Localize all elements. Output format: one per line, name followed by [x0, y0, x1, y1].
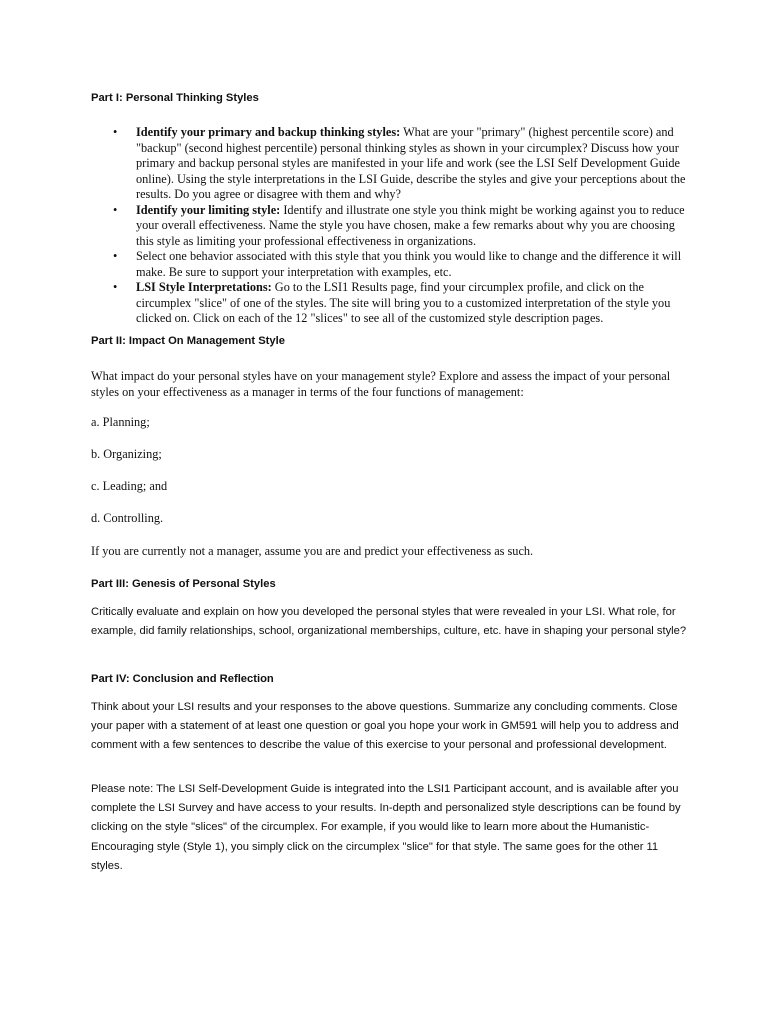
bullet-text: What are your "primary" (highest percentile score) and "backup" (second highest percentile) personal thinking styles as shown in your circumplex? Discuss how your primary and backup personal styles are manifested in your life and work (see the LSI Self Development Guide online). Using the style interpretations in the LSI Guide, describe the styles and give your perceptions about the results. Do you agree or disagree with them and why? — [136, 125, 686, 201]
part4-heading: Part IV: Conclusion and Reflection — [91, 673, 274, 685]
list-item — [91, 249, 691, 280]
part3-text: Critically evaluate and explain on how you developed the personal styles that were revealed in your LSI. What role, for example, did family relationships, school, organizational memberships, culture, etc. have in shaping your personal style? — [91, 606, 687, 638]
part4-text: Think about your LSI results and your responses to the above questions. Summarize any concluding comments. Close your paper with a statement of at least one question or goal you hope your work in GM591 will help you to address and comment with a few sentences to describe the value of this exercise to your personal and professional development. — [91, 701, 679, 752]
bullet-text: Identify and illustrate one style you think might be working against you to reduce your overall effectiveness. Name the style you have chosen, make a few remarks about why you are choosing this style as limiting your professional effectiveness in organizations. — [136, 202, 685, 248]
bullet-icon: • — [113, 280, 118, 294]
part1-bullet-list — [91, 125, 691, 327]
bullet-label: LSI Style Interpretations: — [136, 280, 272, 294]
part2-heading: Part II: Impact On Management Style — [91, 335, 285, 347]
bullet-icon: • — [113, 125, 118, 139]
part2-closing: If you are currently not a manager, assume you are and predict your effectiveness as such. — [91, 544, 534, 558]
bullet-text: Go to the LSI1 Results page, find your circumplex profile, and click on the circumplex "slice" of one of the styles. The site will bring you to a customized interpretation of the style you clicked on. Click on each of the 12 "slices" to see all of the customized style description pages. — [136, 280, 671, 325]
list-item — [91, 203, 691, 250]
function-organizing: b. Organizing; — [91, 447, 162, 461]
bullet-text: Select one behavior associated with this style that you think you would like to change and the difference it will make. Be sure to support your interpretation with examples, etc. — [136, 249, 682, 279]
bullet-icon: • — [113, 202, 118, 217]
bullet-icon: • — [113, 249, 118, 263]
bullet-label: Identify your limiting style: — [136, 202, 281, 217]
function-controlling: d. Controlling. — [91, 511, 164, 525]
list-item — [91, 280, 691, 327]
part2-intro: What impact do your personal styles have on your management style? Explore and assess the impact of your personal styles on your effectiveness as a manager in terms of the four functions of management: — [91, 369, 671, 399]
please-note: Please note: The LSI Self-Development Guide is integrated into the LSI1 Participant account, and is available after you complete the LSI Survey and have access to your results. In-depth and personalized style descriptions can be found by clicking on the style "slices" of the circumplex. For example, if you would like to learn more about the Humanistic-Encouraging style (Style 1), you simply click on the circumplex "slice" for that style. The same goes for the other 11 styles. — [91, 783, 681, 872]
list-item — [91, 125, 691, 203]
function-leading: c. Leading; and — [91, 479, 168, 493]
bullet-label: Identify your primary and backup thinking styles: — [136, 125, 401, 139]
function-planning: a. Planning; — [91, 415, 150, 429]
part3-heading: Part III: Genesis of Personal Styles — [91, 578, 276, 590]
part1-heading: Part I: Personal Thinking Styles — [91, 92, 259, 104]
